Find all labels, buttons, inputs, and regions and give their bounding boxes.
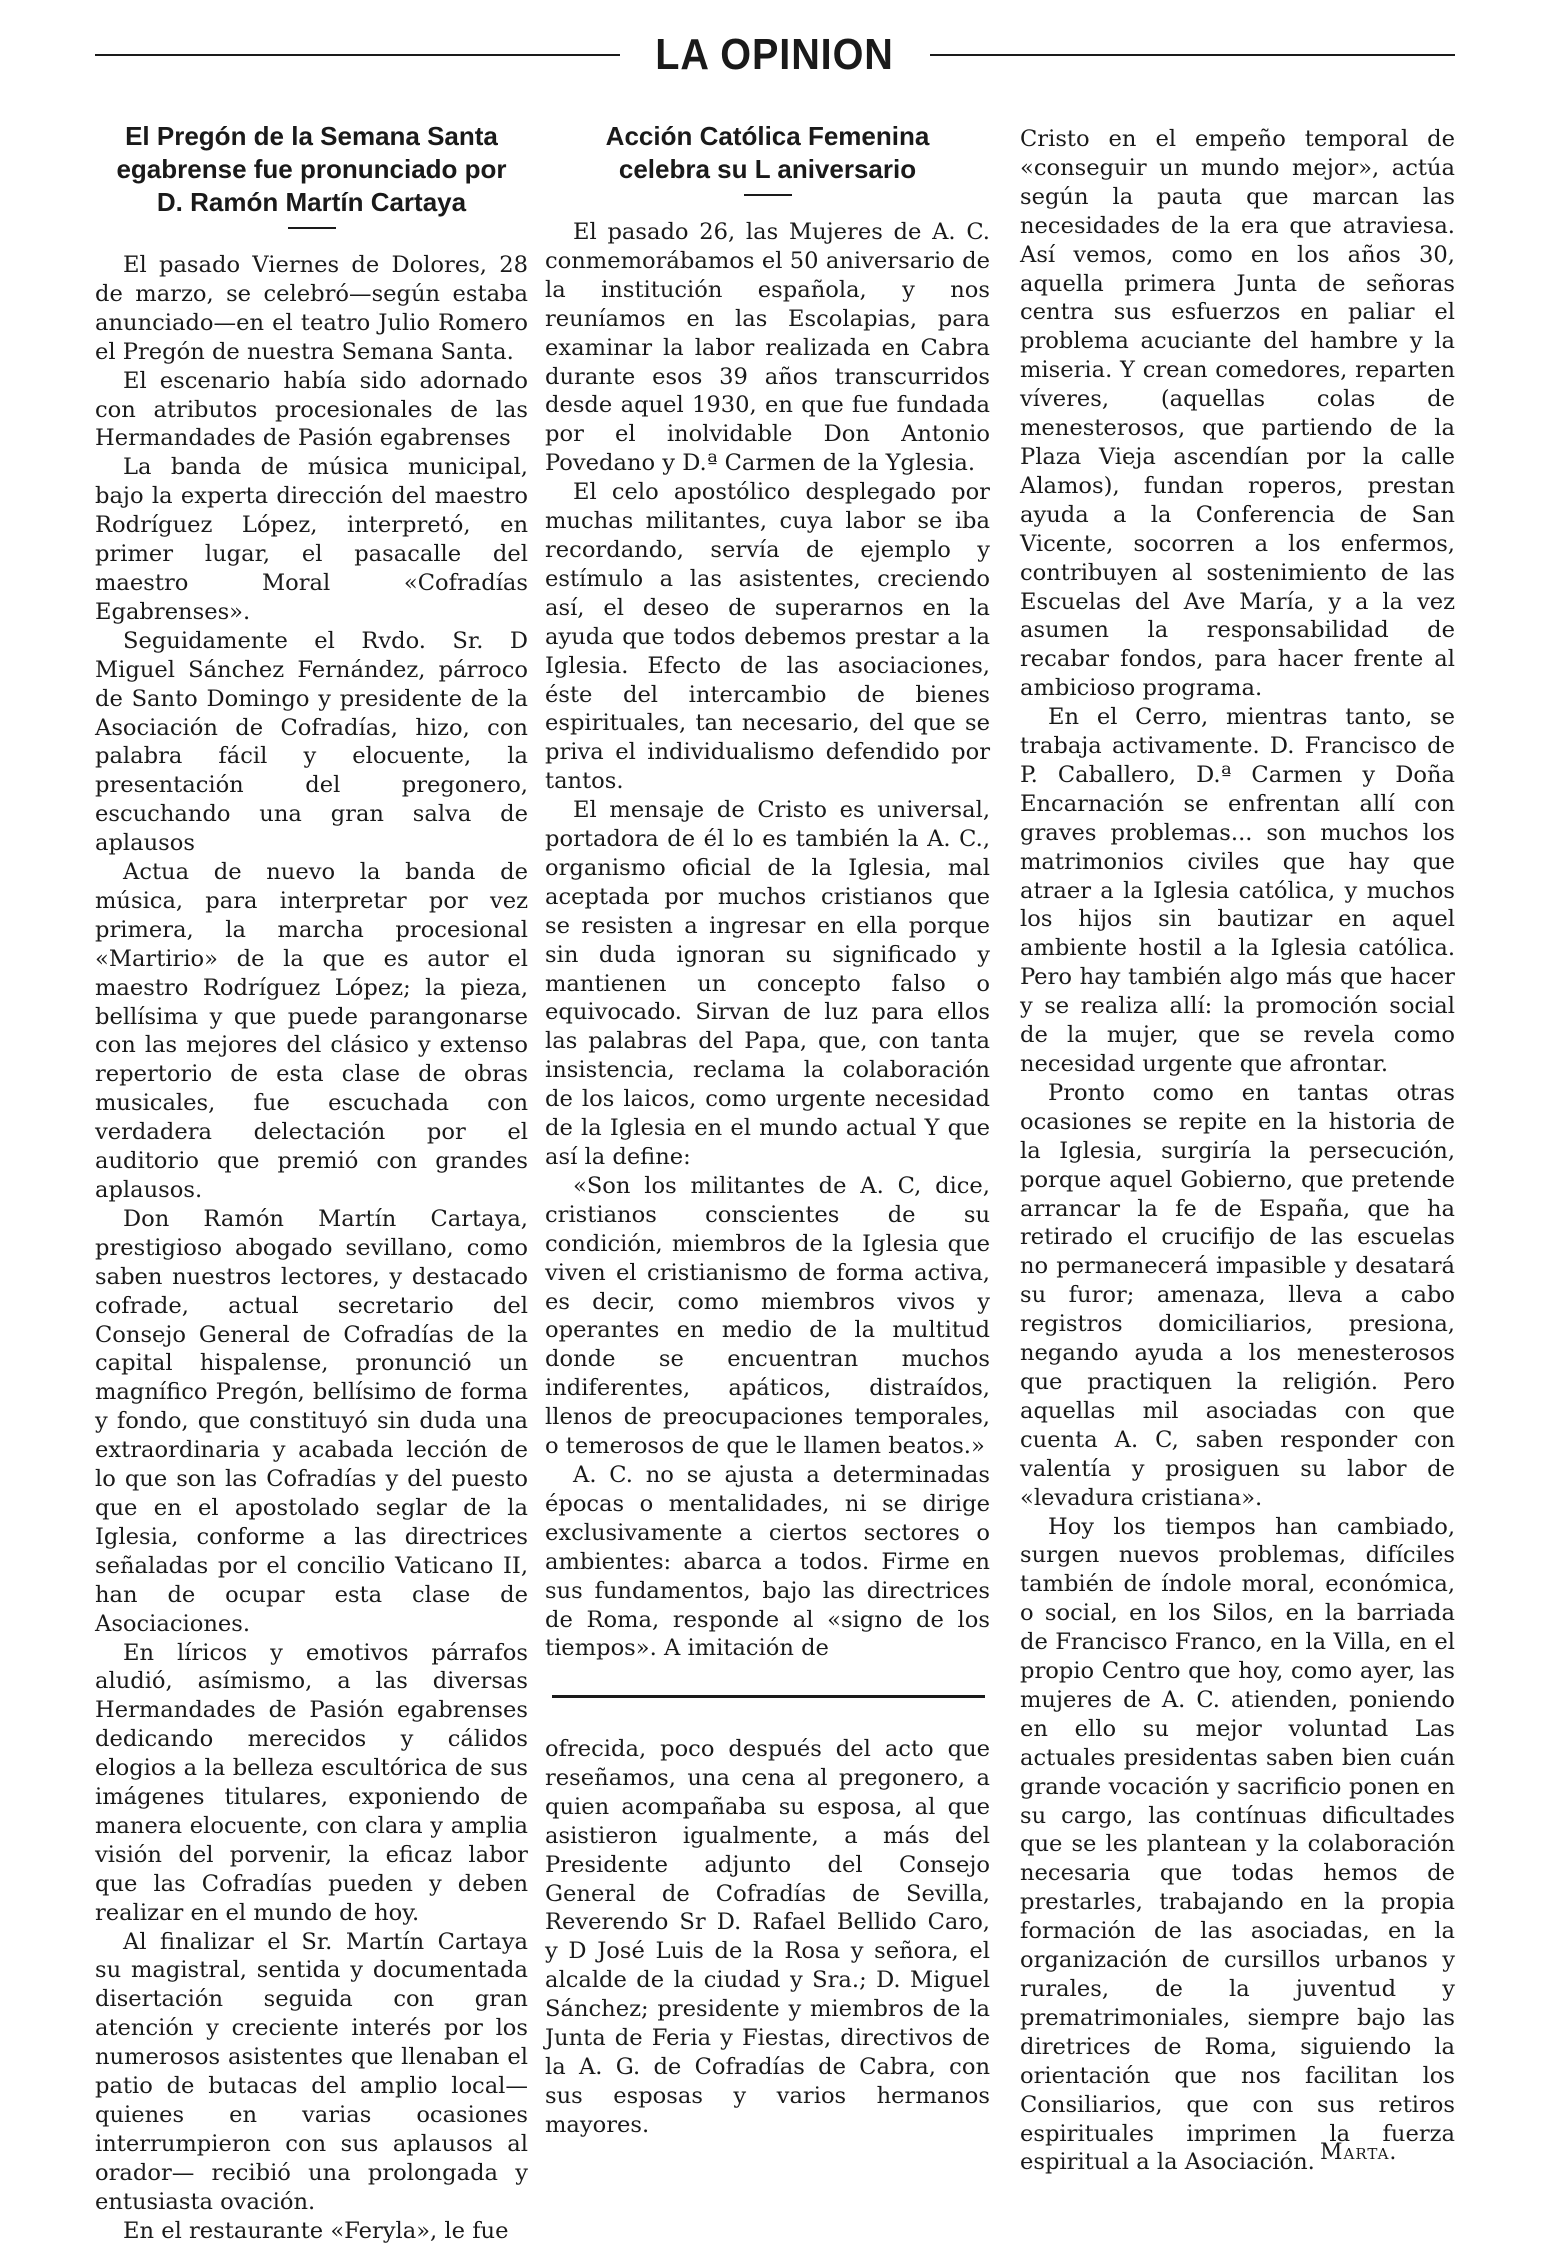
article-1-headline	[95, 120, 528, 219]
paragraph: El mensaje de Cristo es universal, portadora de él lo es también la A. C., organismo oficial de la Iglesia, mal aceptada por muchos cristianos que se resisten a ingresar en ella porque sin duda ignoran su significado y mantienen un concepto falso o equivocado. Sirvan de luz para ellos las palabras del Papa, que, con tanta insistencia, reclama la colaboración de los laicos, como urgente necesidad de la Iglesia en el mundo actual Y que así la define:	[545, 797, 990, 1170]
paragraph: Seguidamente el Rvdo. Sr. D Miguel Sánchez Fernández, párroco de Santo Domingo y presidente de la Asociación de Cofradías, hizo, con palabra fácil y elocuente, la presentación del pregonero, escuchando una gran salva de aplausos	[95, 627, 528, 857]
masthead-rule-right	[930, 54, 1455, 56]
paragraph: ofrecida, poco después del acto que reseñamos, una cena al pregonero, a quien acompañaba su esposa, al que asistieron igualmente, a más del Presidente adjunto del Consejo General de Cofradías de Sevilla, Reverendo Sr D. Rafael Bellido Caro, y D José Luis de la Rosa y señora, el alcalde de la ciudad y Sra.; D. Miguel Sánchez; presidente y miembros de la Junta de Feria y Fiestas, directivos de la A. G. de Cofradías de Cabra, con sus esposas y varios hermanos mayores.	[545, 1736, 990, 2138]
paragraph: «Son los militantes de A. C, dice, cristianos conscientes de su condición, miembros de la Iglesia que viven el cristianismo de forma activa, es decir, como miembros vivos y operantes en medio de la multitud donde se encuentran muchos indiferentes, apáticos, distraídos, llenos de preocupaciones temporales, o temerosos de que le llamen beatos.»	[545, 1172, 990, 1460]
paragraph: Hoy los tiempos han cambiado, surgen nuevos problemas, difíciles también de índole moral, económica, o social, en los Silos, en la barriada de Francisco Franco, en la Villa, en el propio Centro que hoy, como ayer, las mujeres de A. C. atienden, poniendo en ello su mejor voluntad Las actuales presidentas saben bien cuán grande vocación y sacrificio ponen en su cargo, las contínuas dificultades que se les plantean y la colaboración necesaria que todas hemos de prestarles, trabajando en la propia formación de las asociadas, en la organización de cursillos urbanos y rurales, de la juventud y prematrimoniales, siempre bajo las diretrices de Roma, siguiendo la orientación que nos facilitan los Consiliarios, que con sus retiros espirituales imprimen la fuerza espiritual a la Asociación.	[1020, 1513, 1455, 2176]
paragraph: En líricos y emotivos párrafos aludió, asímismo, a las diversas Hermandades de Pasión egabrenses dedicando merecidos y cálidos elogios a la belleza escultórica de sus imágenes titulares, exponiendo de manera elocuente, con clara y amplia visión del porvenir, la eficaz labor que las Cofradías pueden y deben realizar en el mundo de hoy.	[95, 1639, 528, 1926]
paragraph: El pasado 26, las Mujeres de A. C. conmemorábamos el 50 aniversario de la institución española, y nos reuníamos en las Escolapias, para examinar la labor realizada en Cabra durante esos 39 años transcurridos desde aquel 1930, en que fue fundada por el inolvidable Don Antonio Povedano y D.ª Carmen de la Yglesia.	[545, 219, 990, 477]
headline-line: egabrense fue pronunciado por	[116, 154, 507, 184]
paragraph: Cristo en el empeño temporal de «conseguir un mundo mejor», actúa según la pauta que marcan las necesidades de la era que atraviesa. Así vemos, como en los años 30, aquella primera Junta de señoras centra sus esfuerzos en paliar el problema acuciante del hambre y la miseria. Y crean comedores, reparten víveres, (aquellas colas de menesterosos, que partiendo de la Plaza Vieja ascendían por la calle Alamos), fundan roperos, prestan ayuda a la Conferencia de San Vicente, socorren a los enfermos, contribuyen al sostenimiento de las Escuelas del Ave María, y a la vez asumen la responsabilidad de recabar fondos, para hacer frente al ambicioso programa.	[1020, 126, 1455, 702]
paragraph: En el Cerro, mientras tanto, se trabaja activamente. D. Francisco de P. Caballero, D.ª Carmen y Doña Encarnación se enfrentan allí con graves problemas... son muchos los matrimonios civiles que hay que atraer a la Iglesia católica, y muchos los hijos sin bautizar en aquel ambiente hostil a la Iglesia católica. Pero hay también algo más que hacer y se realiza allí: la promoción social de la mujer, que se revela como necesidad urgente que afrontar.	[1020, 704, 1455, 1077]
column-1	[95, 120, 528, 2246]
column-2	[545, 120, 990, 1663]
author-signature: Marta.	[1320, 2140, 1398, 2165]
paragraph: En el restaurante «Feryla», le fue	[123, 2217, 509, 2244]
headline-divider	[288, 227, 336, 229]
article-2-headline	[545, 120, 990, 186]
paragraph: A. C. no se ajusta a determinadas épocas o mentalidades, ni se dirige exclusivamente a ciertos sectores o ambientes: abarca a todos. Firme en sus fundamentos, bajo las directrices de Roma, responde al «signo de los tiempos». A imitación de	[545, 1461, 990, 1662]
paragraph: La banda de música municipal, bajo la experta dirección del maestro Rodríguez López, interpretó, en primer lugar, el pasacalle del maestro Moral «Cofradías Egabrenses».	[95, 454, 528, 625]
paragraph: Pronto como en tantas otras ocasiones se repite en la historia de la Iglesia, surgiría la persecución, porque aquel Gobierno, que pretende arrancar la fe de España, que ha retirado el crucifijo de las escuelas no permanecerá impasible y desatará su furor; amenaza, lleva a cabo registros domiciliarios, presiona, negando ayuda a los menesterosos que practiquen la religión. Pero aquellas mil asociadas con que cuenta A. C, saben responder con valentía y prosiguen su labor de «levadura cristiana».	[1020, 1079, 1455, 1511]
headline-line: Acción Católica Femenina	[605, 121, 930, 151]
headline-line: El Pregón de la Semana Santa	[125, 121, 498, 151]
paragraph: Al finalizar el Sr. Martín Cartaya su magistral, sentida y documentada disertación seguida con gran atención y creciente interés por los numerosos asistentes que llenaban el patio de butacas del amplio local—quienes en varias ocasiones interrumpieron con sus aplausos al orador— recibió una prolongada y entusiasta ovación.	[95, 1928, 528, 2215]
paragraph: Actua de nuevo la banda de música, para interpretar por vez primera, la marcha procesional «Martirio» de la que es autor el maestro Rodríguez López; la pieza, bellísima y que puede parangonarse con las mejores del clásico y extenso repertorio de esta clase de obras musicales, fue escuchada con verdadera delectación por el auditorio que premió con grandes aplausos.	[95, 859, 528, 1203]
masthead	[95, 20, 1455, 90]
column-separator-rule	[552, 1695, 985, 1698]
headline-line: celebra su L aniversario	[618, 154, 917, 184]
column-3	[1020, 125, 1455, 2177]
paragraph: El celo apostólico desplegado por muchas militantes, cuya labor se iba recordando, servía de ejemplo y estímulo a las asistentes, creciendo así, el deseo de superarnos en la ayuda que todos debemos prestar a la Iglesia. Efecto de las asociaciones, éste del intercambio de bienes espirituales, tan necesario, del que se priva el individualismo defendido por tantos.	[545, 479, 990, 795]
paragraph: El pasado Viernes de Dolores, 28 de marzo, se celebró—según estaba anunciado—en el teatro Julio Romero el Pregón de nuestra Semana Santa.	[95, 252, 528, 365]
headline-line: D. Ramón Martín Cartaya	[156, 187, 467, 217]
headline-divider	[744, 194, 792, 196]
masthead-title: LA OPINION	[655, 30, 895, 79]
article-1-continuation	[545, 1735, 990, 2140]
masthead-rule-left	[95, 54, 620, 56]
paragraph: El escenario había sido adornado con atributos procesionales de las Hermandades de Pasión egabrenses	[95, 367, 528, 452]
paragraph: Don Ramón Martín Cartaya, prestigioso abogado sevillano, como saben nuestros lectores, y destacado cofrade, actual secretario del Consejo General de Cofradías de la capital hispalense, pronunció un magnífico Pregón, bellísimo de forma y fondo, que constituyó sin duda una extraordinaria y acabada lección de lo que son las Cofradías y del puesto que en el apostolado seglar de la Iglesia, conforme a las directrices señaladas por el concilio Vaticano II, han de ocupar esta clase de Asociaciones.	[95, 1205, 528, 1637]
